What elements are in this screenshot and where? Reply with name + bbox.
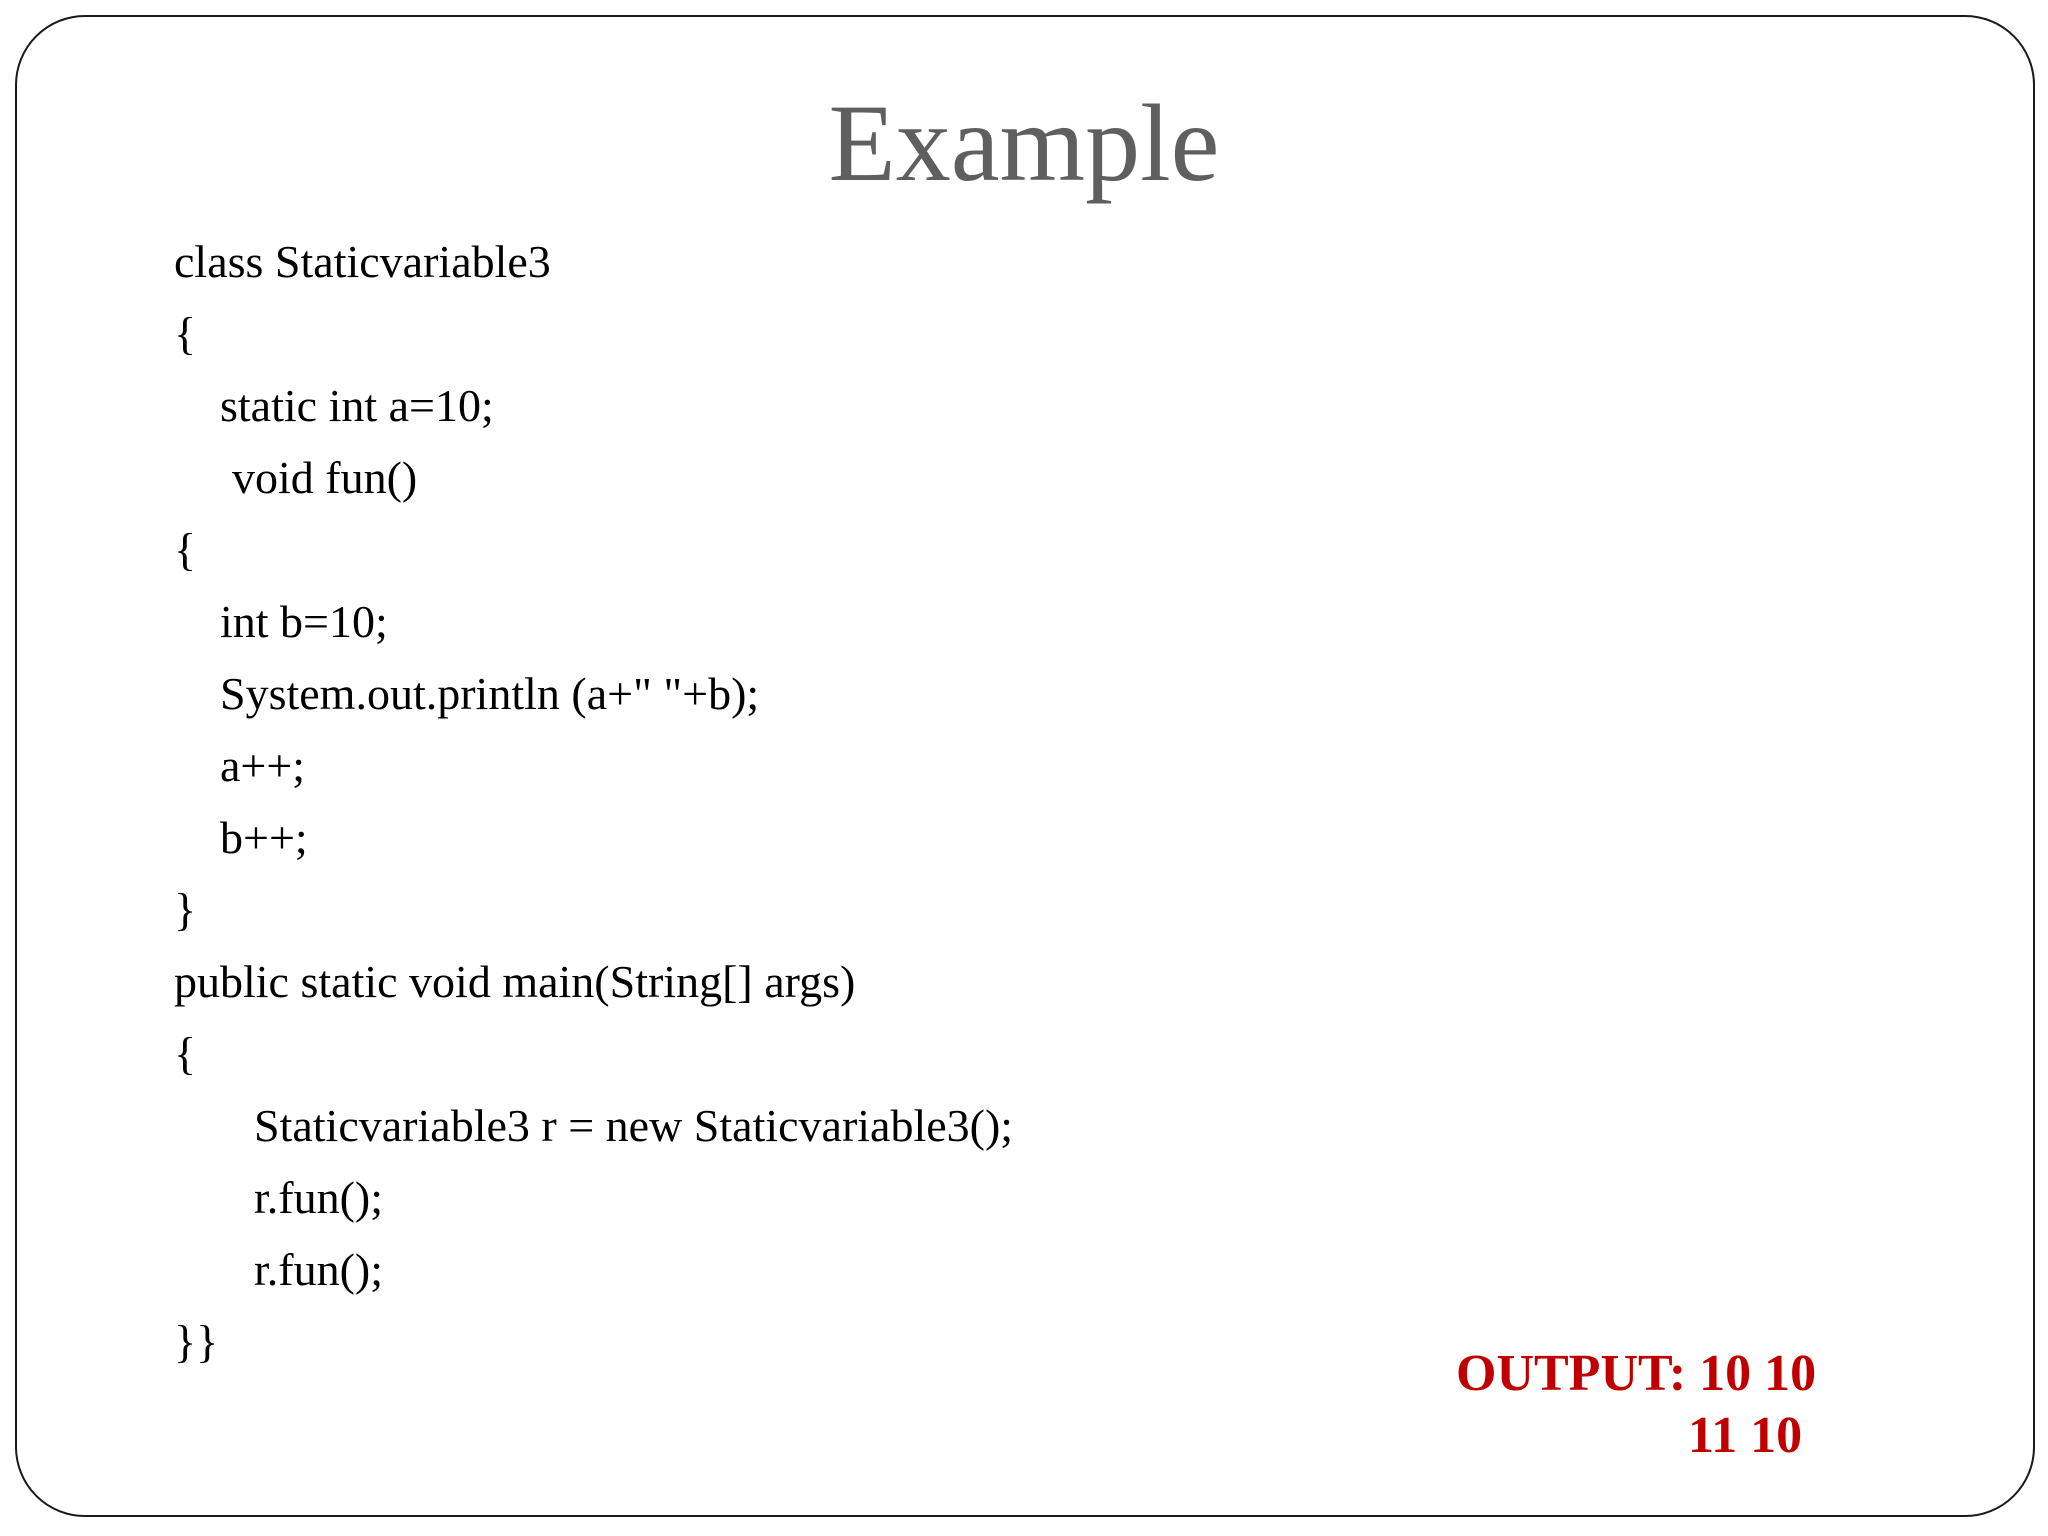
code-line: {: [174, 524, 197, 575]
code-line: }}: [174, 1316, 219, 1367]
code-line: r.fun();: [254, 1172, 384, 1223]
code-line: class Staticvariable3: [174, 236, 551, 287]
slide-title: Example: [828, 82, 1220, 204]
output-label: OUTPUT: 10 10: [1456, 1345, 1817, 1402]
code-line: int b=10;: [220, 596, 388, 647]
code-line: }: [174, 884, 197, 935]
code-line: r.fun();: [254, 1244, 384, 1295]
code-line: public static void main(String[] args): [174, 956, 856, 1007]
code-line: Staticvariable3 r = new Staticvariable3();: [254, 1100, 1014, 1151]
code-line: {: [174, 1028, 197, 1079]
code-line: {: [174, 308, 197, 359]
code-line: static int a=10;: [220, 380, 494, 431]
code-line: void fun(): [232, 452, 418, 503]
code-line: a++;: [220, 740, 306, 791]
code-line: b++;: [220, 812, 308, 863]
code-line: System.out.println (a+" "+b);: [220, 668, 760, 719]
output-second-line: 11 10: [1688, 1407, 1803, 1464]
